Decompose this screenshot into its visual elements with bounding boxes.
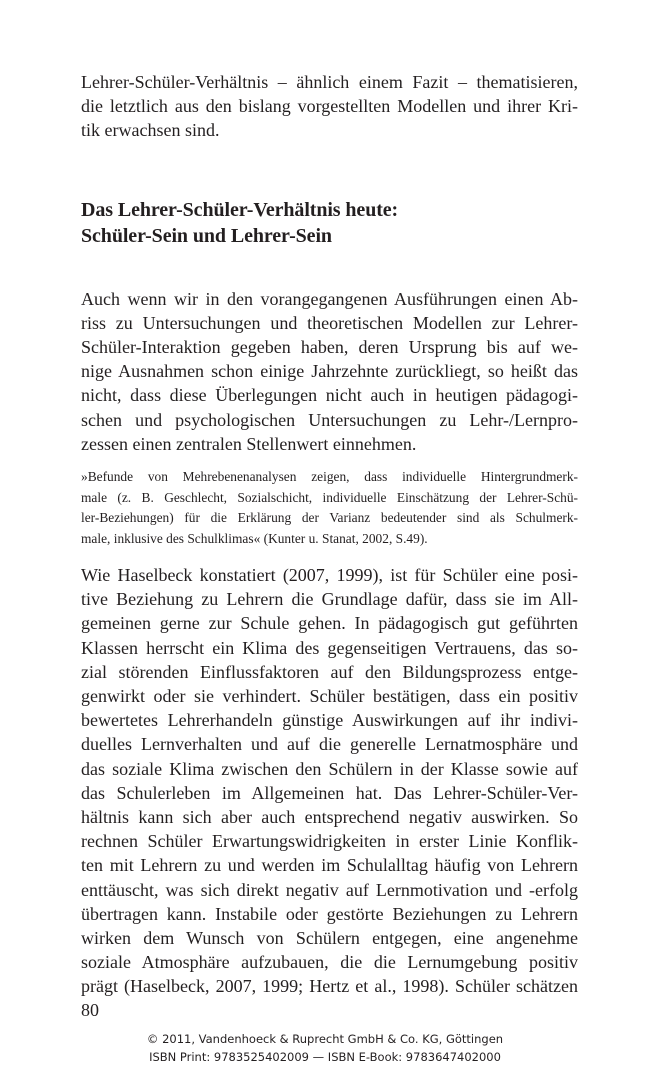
- text-line: duelles Lernverhalten und auf die generelle Lernatmosphäre und: [81, 734, 578, 755]
- text-line: Klassen herrscht ein Klima des gegenseitigen Vertrauens, das so-: [81, 637, 578, 658]
- paragraph-1: [81, 287, 578, 456]
- text-line: zessen einen zentralen Stellenwert einnehmen.: [81, 433, 417, 454]
- text-line: wirken dem Wunsch von Schülern entgegen, eine angenehme: [81, 928, 578, 949]
- text-line: bewertetes Lehrerhandeln günstige Auswirkungen auf ihr indivi-: [81, 710, 578, 731]
- section-heading: [81, 197, 578, 249]
- paragraph-2: [81, 563, 578, 999]
- text-line: nicht, dass diese Überlegungen nicht auch in heutigen pädagogi-: [81, 385, 578, 406]
- text-line: Schüler-Interaktion gegeben haben, deren Ursprung bis auf we-: [81, 337, 578, 358]
- heading-line: Schüler-Sein und Lehrer-Sein: [81, 224, 332, 247]
- text-line: Wie Haselbeck konstatiert (2007, 1999), ist für Schüler eine posi-: [81, 565, 578, 586]
- quote-line: »Befunde von Mehrebenenanalysen zeigen, dass individuelle Hintergrundmerk-: [81, 469, 578, 485]
- intro-paragraph: [81, 70, 578, 143]
- page-body: [81, 70, 578, 999]
- text-line: tik erwachsen sind.: [81, 120, 220, 141]
- block-quote: [81, 467, 578, 549]
- text-line: zial störenden Einflussfaktoren auf den Bildungsprozess entge-: [81, 661, 578, 682]
- page-number: 80: [81, 1000, 99, 1020]
- text-line: riss zu Untersuchungen und theoretischen Modellen zur Lehrer-: [81, 312, 578, 333]
- text-line: hältnis kann sich aber auch entsprechend negativ auswirken. So: [81, 807, 578, 828]
- copyright-notice: © 2011, Vandenhoeck & Ruprecht GmbH & Co. KG, Göttingen: [146, 1032, 504, 1046]
- isbn-notice: ISBN Print: 9783525402009 — ISBN E-Book: 9783647402000: [149, 1050, 501, 1064]
- text-line: übertragen kann. Instabile oder gestörte Beziehungen zu Lehrern: [81, 903, 578, 924]
- text-line: das soziale Klima zwischen den Schülern in der Klasse sowie auf: [81, 758, 578, 779]
- text-line: Auch wenn wir in den vorangegangenen Ausführungen einen Ab-: [81, 288, 578, 309]
- text-line: prägt (Haselbeck, 2007, 1999; Hertz et al., 1998). Schüler schätzen: [81, 976, 578, 997]
- text-line: nige Ausnahmen schon einige Jahrzehnte zurückliegt, so heißt das: [81, 361, 578, 382]
- heading-line: Das Lehrer-Schüler-Verhältnis heute:: [81, 198, 399, 221]
- text-line: enttäuscht, was sich direkt negativ auf Lernmotivation und -erfolg: [81, 879, 578, 900]
- text-line: genwirkt oder sie verhindert. Schüler bestätigen, dass ein positiv: [81, 686, 578, 707]
- text-line: schen und psychologischen Untersuchungen zu Lehr-/Lernpro-: [81, 409, 578, 430]
- quote-line: ler-Beziehungen) für die Erklärung der Varianz bedeutender sind als Schulmerk-: [81, 510, 578, 526]
- text-line: die letztlich aus den bislang vorgestellten Modellen und ihrer Kri-: [81, 96, 578, 117]
- text-line: gemeinen gerne zur Schule gehen. In pädagogisch gut geführten: [81, 613, 578, 634]
- text-line: soziale Atmosphäre aufzubauen, die die Lernumgebung positiv: [81, 952, 578, 973]
- text-line: tive Beziehung zu Lehrern die Grundlage dafür, dass sie im All-: [81, 589, 578, 610]
- text-line: Lehrer-Schüler-Verhältnis – ähnlich einem Fazit – thematisieren,: [81, 72, 578, 92]
- text-line: das Schulerleben im Allgemeinen hat. Das Lehrer-Schüler-Ver-: [81, 782, 578, 803]
- text-line: rechnen Schüler Erwartungswidrigkeiten in erster Linie Konflik-: [81, 831, 578, 852]
- quote-line: male, inklusive des Schulklimas« (Kunter u. Stanat, 2002, S.49).: [81, 530, 428, 546]
- quote-line: male (z. B. Geschlecht, Sozialschicht, individuelle Einschätzung der Lehrer-Schü-: [81, 489, 578, 505]
- text-line: ten mit Lehrern zu und werden im Schulalltag häufig von Lehrern: [81, 855, 578, 876]
